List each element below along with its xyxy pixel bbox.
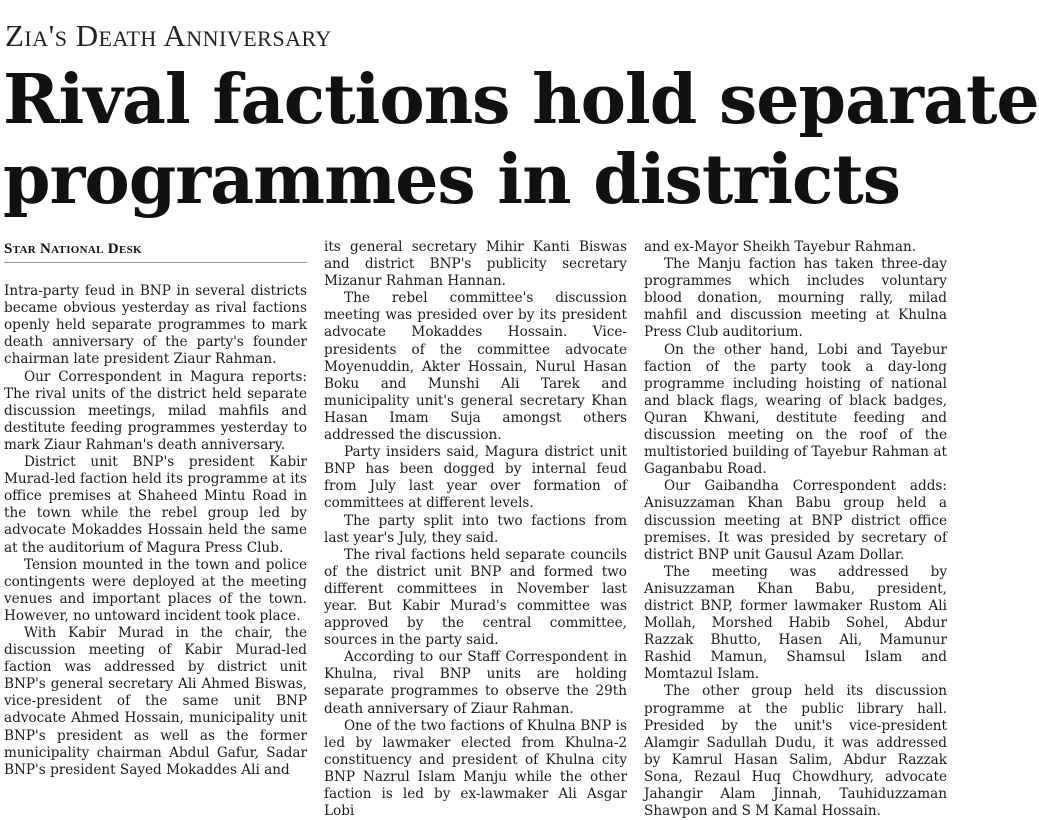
paragraph: District unit BNP's president Kabir Murad-led faction held its programme at its office premises at Shaheed Mintu Road in the town while the rebel group led by advocate Mokaddes Hossain held the same at the auditorium of Magura Press Club. [4,454,307,556]
byline: Star National Desk [4,241,142,257]
article-headline [3,60,1039,220]
paragraph: The Manju faction has taken three-day programmes which includes voluntary blood donation, mourning rally, milad mahfil and discussion meeting at Khulna Press Club auditorium. [644,256,947,341]
paragraph: Our Gaibandha Correspondent adds: Anisuzzaman Khan Babu group held a discussion meeting at BNP district office premises. It was presided by secretary of district BNP unit Gausul Azam Dollar. [644,478,947,563]
paragraph: The rival factions held separate councils of the district unit BNP and formed two different committees in November last year. But Kabir Murad's committee was approved by the central committee, sources in the party said. [324,546,627,649]
headline-line-1: Rival factions hold separate [3,60,1039,140]
article-body [4,239,947,820]
article-kicker: Zia's Death Anniversary [5,18,332,53]
paragraph: One of the two factions of Khulna BNP is led by lawmaker elected from Khulna-2 constituency and president of Khulna city BNP Nazrul Islam Manju while the other faction is led by ex-lawmaker Ali Asgar Lobi [324,717,627,820]
paragraph: Our Correspondent in Magura reports: The rival units of the district held separate discussion meetings, milad mahfils and destitute feeding programmes yesterday to mark Ziaur Rahman's death anniversary. [4,368,307,453]
paragraph: Intra-party feud in BNP in several districts became obvious yesterday as rival factions openly held separate programmes to mark death anniversary of the party's founder chairman late president Ziaur Rahman. [4,283,307,368]
paragraph: On the other hand, Lobi and Tayebur faction of the party took a day-long programme including hoisting of national and black flags, wearing of black badges, Quran Khwani, destitute feeding and discussion meeting on the roof of the multistoried building of Tayebur Rahman at Gaganbabu Road. [644,341,947,478]
paragraph: The other group held its discussion programme at the public library hall. Presided by the unit's vice-president Alamgir Sadullah Dudu, it was addressed by Kamrul Hasan Salim, Abdur Razzak Sona, Rezaul Huq Chowdhury, advocate Jahangir Alam Jinnah, Tauhiduzzaman Shawpon and S M Kamal Hossain. [644,683,947,820]
paragraph: With Kabir Murad in the chair, the discussion meeting of Kabir Murad-led faction was addressed by district unit BNP's general secretary Ali Ahmed Biswas, vice-president of the same unit BNP advocate Ahmed Hossain, municipality unit BNP's president as well as the former municipality chairman Abdul Gafur, Sadar BNP's president Sayed Mokaddes Ali and [4,624,307,778]
paragraph: its general secretary Mihir Kanti Biswas and district BNP's publicity secretary Mizanur Rahman Hannan. [324,239,627,290]
paragraph: The meeting was addressed by Anisuzzaman Khan Babu, president, district BNP, former lawmaker Rustom Ali Mollah, Morshed Habib Sohel, Abdur Razzak Bhutto, Hasen Ali, Mamunur Rashid Mamun, Shamsul Islam and Momtazul Islam. [644,563,947,683]
paragraph: and ex-Mayor Sheikh Tayebur Rahman. [644,239,917,255]
article-column-3 [644,239,947,820]
article-column-1 [4,239,307,801]
byline-rule [4,262,307,263]
paragraph: The rebel committee's discussion meeting was presided over by its president advocate Mokaddes Hossain. Vice-presidents of the committee advocate Moyenuddin, Akter Hossain, Nurul Hasan Boku and Munshi Ali Tarek and municipality unit's general secretary Khan Hasan Imam Suja amongst others addressed the discussion. [324,290,627,444]
paragraph: Party insiders said, Magura district unit BNP has been dogged by internal feud from July last year over formation of committees at different levels. [324,444,627,512]
headline-line-2: programmes in districts [3,140,901,220]
article-column-2 [324,239,627,820]
paragraph: The party split into two factions from last year's July, they said. [324,512,627,546]
paragraph: Tension mounted in the town and police contingents were deployed at the meeting venues and important places of the town. However, no untoward incident took place. [4,556,307,624]
paragraph: According to our Staff Correspondent in Khulna, rival BNP units are holding separate programmes to observe the 29th death anniversary of Ziaur Rahman. [324,649,627,717]
